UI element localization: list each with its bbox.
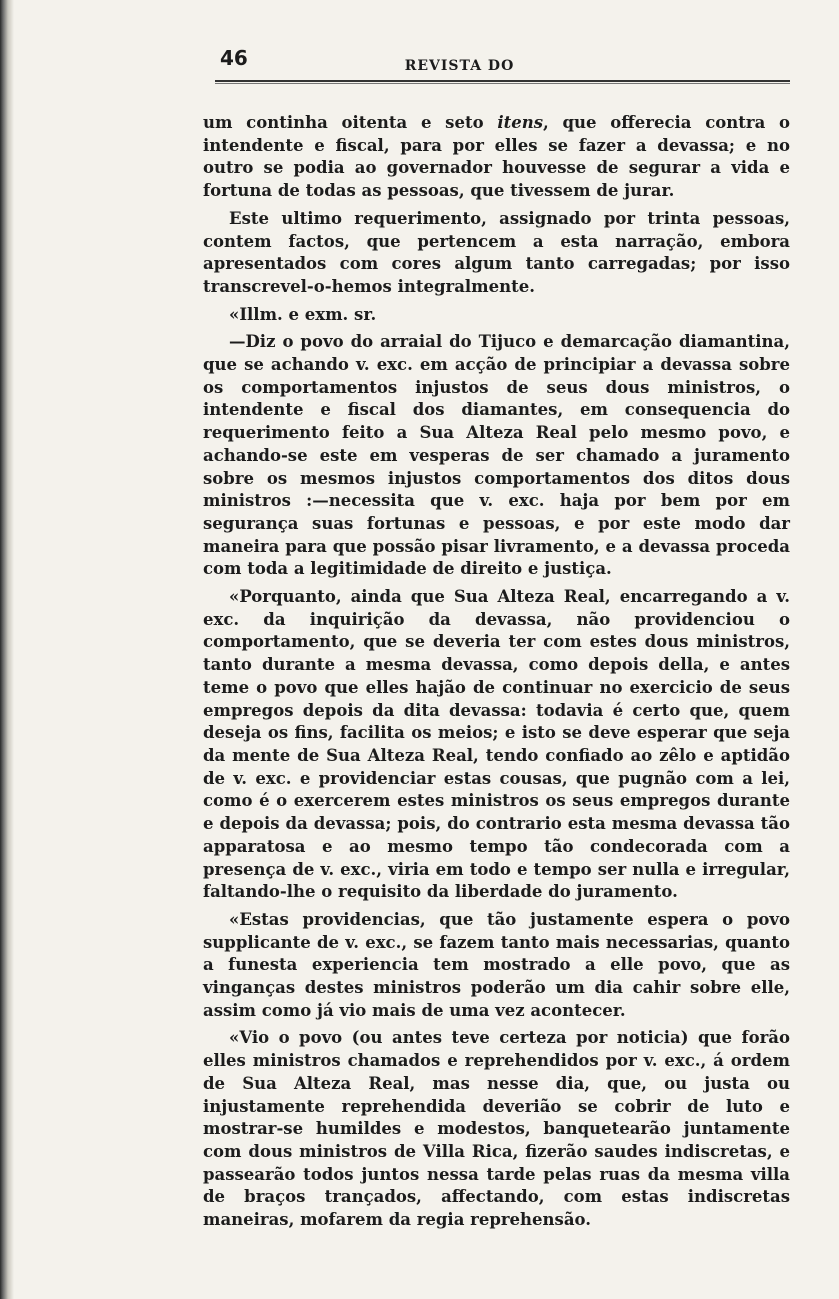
paragraph-3: —Diz o povo do arraial do Tijuco e demarcação diamantina, que se achando v. exc. em acção de principiar a devassa sobre os comportamentos injustos de seus dous ministros, o intendente e fiscal dos diamantes, em consequencia do requerimento feito a Sua Alteza Real pelo mesmo povo, e achando-se este em vesperas de ser chamado a juramento sobre os mesmos injustos comportamentos dos ditos dous ministros :—necessita que v. exc. haja por bem por em segurança suas fortunas e pessoas, e por este modo dar maneira para que possão pisar livramento, e a devassa proceda com toda a legitimidade de direito e justiça.	[203, 332, 790, 579]
page-number: 46	[220, 46, 248, 70]
body-text	[203, 112, 790, 1237]
paragraph-1-start: um continha oitenta e seto	[203, 113, 498, 132]
paragraph-2: Este ultimo requerimento, assignado por trinta pessoas, contem factos, que pertencem a esta narração, embora apresentados com cores algum tanto carregadas; por isso transcrevel-o-hemos integralmente.	[203, 208, 790, 296]
paragraph-1-italic: itens	[497, 113, 544, 132]
header-rule	[215, 80, 790, 84]
paragraph-6: «Vio o povo (ou antes teve certeza por noticia) que forão elles ministros chamados e reprehendidos por v. exc., á ordem de Sua Alteza Real, mas nesse dia, que, ou justa ou injustamente reprehendida deverião se cobrir de luto e mostrar-se humildes e modestos, banquetearão juntamente com dous ministros de Villa Rica, fizerão saudes indiscretas, e passearão todos juntos nessa tarde pelas ruas da mesma villa de braços trançados, affectando, com estas indiscretas maneiras, mofarem da regia reprehensão.	[203, 1028, 790, 1230]
running-head: REVISTA DO	[404, 58, 515, 74]
salutation: «Illm. e exm. sr.	[229, 304, 377, 324]
paragraph-4: «Porquanto, ainda que Sua Alteza Real, encarregando a v. exc. da inquirição da devassa, não providenciou o comportamento, que se deveria ter com estes dous ministros, tanto durante a mesma devassa, como depois della, e antes teme o povo que elles hajão de continuar no exercicio de seus empregos depois da dita devassa: todavia é certo que, quem deseja os fins, facilita os meios; e isto se deve esperar que seja da mente de Sua Alteza Real, tendo confiado ao zêlo e aptidão de v. exc. e providenciar estas cousas, que pugnão com a lei, como é o exercerem estes ministros os seus empregos durante e depois da devassa; pois, do contrario esta mesma devassa tão apparatosa e ao mesmo tempo tão condecorada com a presença de v. exc., viria em todo e tempo ser nulla e irregular, faltando-lhe o requisito da liberdade do juramento.	[203, 587, 790, 902]
paragraph-1-end: , que offerecia contra o intendente e fiscal, para por elles se fazer a devassa; e no outro se podia ao governador houvesse de segurar a vida e fortuna de todas as pessoas, que tivessem de jurar.	[203, 113, 790, 201]
paragraph-5: «Estas providencias, que tão justamente espera o povo supplicante de v. exc., se fazem tanto mais necessarias, quanto a funesta experiencia tem mostrado a elle povo, que as vinganças destes ministros poderão um dia cahir sobre elle, assim como já vio mais de uma vez acontecer.	[203, 909, 790, 1020]
paragraph-1	[203, 112, 790, 203]
